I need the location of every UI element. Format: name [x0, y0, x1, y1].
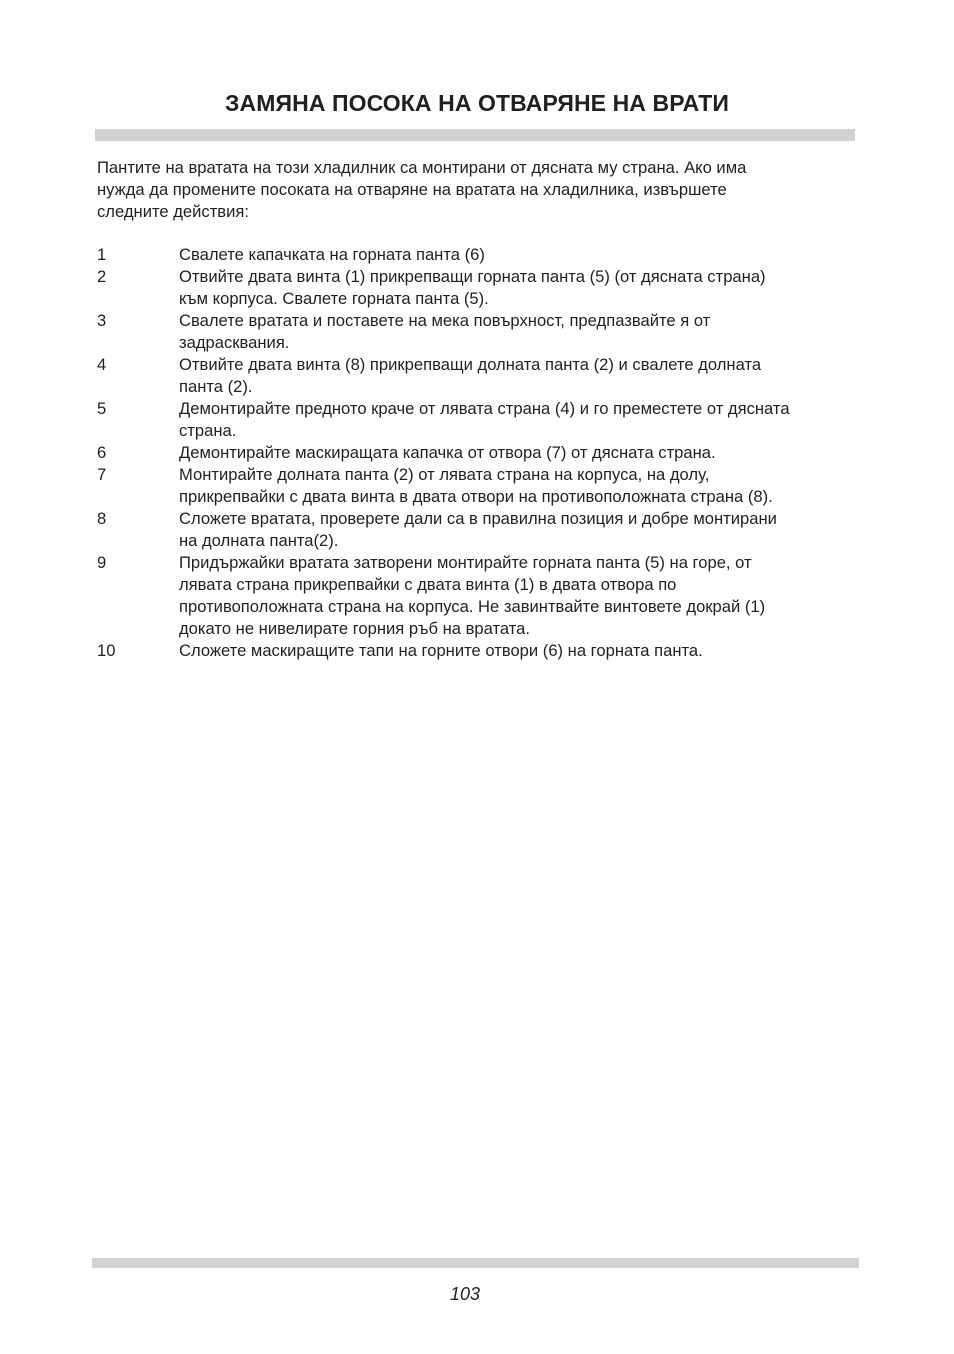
step-text: Свалете капачката на горната панта (6): [179, 245, 485, 264]
step-item: [97, 310, 857, 354]
step-text: Монтирайте долната панта (2) от лявата страна на корпуса, на долу, прикрепвайки с двата винта в двата отвори на противоположната страна (8).: [179, 465, 773, 506]
page-number: 103: [449, 1284, 481, 1304]
instruction-steps: [97, 244, 857, 662]
step-text: Сложете вратата, проверете дали са в правилна позиция и добре монтирани на долната панта(2).: [179, 509, 777, 550]
step-text: Свалете вратата и поставете на мека повърхност, предпазвайте я от задрасквания.: [179, 311, 711, 352]
step-text: Придържайки вратата затворени монтирайте горната панта (5) на горе, от лявата страна прикрепвайки с двата винта (1) в двата отвора по противоположната страна на корпуса. Не завинтвайте винтовете докрай (1) докато не нивелирате горния ръб на вратата.: [179, 553, 766, 638]
step-item: [97, 442, 857, 464]
intro-paragraph: Пантите на вратата на този хладилник са монтирани от дясната му страна. Ако има нужда да промените посоката на отваряне на вратата на хладилника, извършете следните действия:: [97, 158, 747, 221]
page-title: ЗАМЯНА ПОСОКА НА ОТВАРЯНЕ НА ВРАТИ: [225, 90, 729, 116]
header-divider: [95, 129, 855, 141]
step-number: 8: [97, 509, 107, 528]
step-number: 1: [97, 245, 107, 264]
step-item: [97, 266, 857, 310]
step-number: 3: [97, 311, 107, 330]
step-item: [97, 464, 857, 508]
step-text: Отвийте двата винта (8) прикрепващи долната панта (2) и свалете долната панта (2).: [179, 355, 762, 396]
step-text: Отвийте двата винта (1) прикрепващи горната панта (5) (от дясната страна) към корпуса. Свалете горната панта (5).: [179, 267, 766, 308]
step-number: 5: [97, 399, 107, 418]
step-text: Демонтирайте маскиращата капачка от отвора (7) от дясната страна.: [179, 443, 716, 462]
step-item: [97, 398, 857, 442]
step-text: Сложете маскиращите тапи на горните отвори (6) на горната панта.: [179, 641, 703, 660]
step-number: 10: [97, 641, 116, 660]
step-item: [97, 640, 857, 662]
step-item: [97, 244, 857, 266]
step-number: 6: [97, 443, 107, 462]
step-item: [97, 354, 857, 398]
step-number: 9: [97, 553, 107, 572]
step-number: 2: [97, 267, 107, 286]
step-number: 7: [97, 465, 107, 484]
step-text: Демонтирайте предното краче от лявата страна (4) и го преместете от дясната страна.: [179, 399, 790, 440]
step-number: 4: [97, 355, 107, 374]
footer-divider: [92, 1258, 859, 1268]
step-item: [97, 508, 857, 552]
step-item: [97, 552, 857, 640]
